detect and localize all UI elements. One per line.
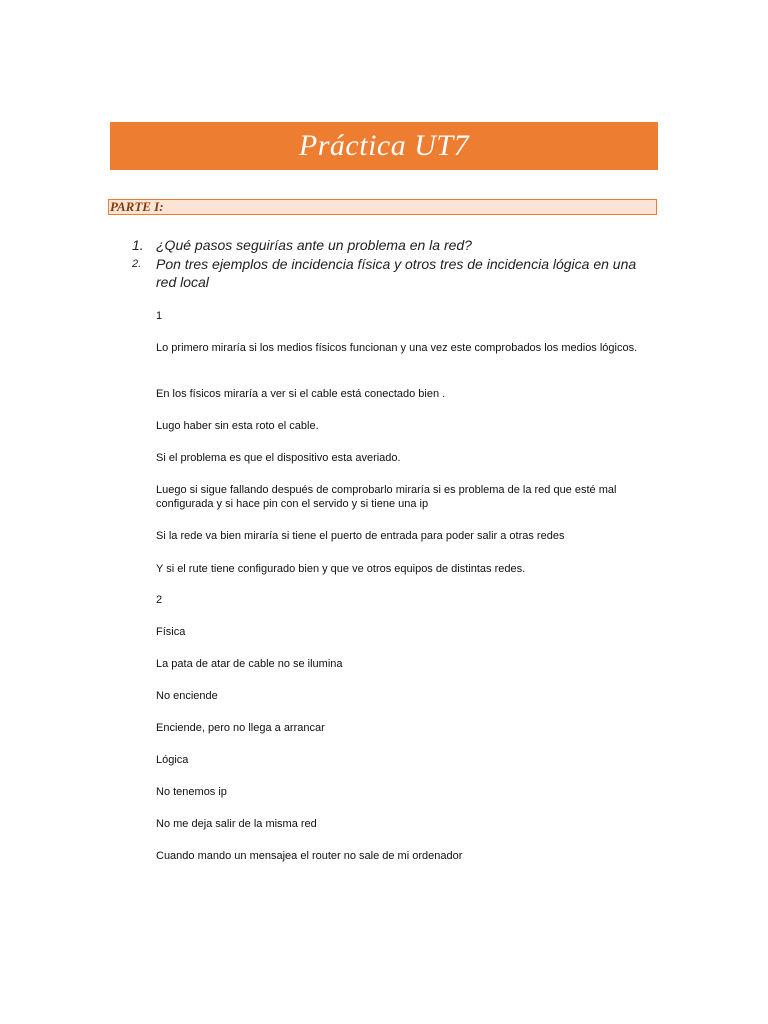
answer-paragraph: Si el problema es que el dispositivo esta averiado. xyxy=(156,452,401,464)
answer-heading-1: 1 xyxy=(156,310,163,322)
fisica-label: Física xyxy=(156,626,186,638)
answer-heading-2: 2 xyxy=(156,594,163,606)
document-title: Práctica UT7 xyxy=(298,129,470,162)
answer-paragraph: Lo primero miraría si los medios físicos funcionan y una vez este comprobados los medios lógicos. xyxy=(156,342,638,354)
fisica-item: Enciende, pero no llega a arrancar xyxy=(156,722,325,734)
question-text: Pon tres ejemplos de incidencia física y otros tres de incidencia lógica en una red local xyxy=(156,256,637,290)
question-text: ¿Qué pasos seguirías ante un problema en la red? xyxy=(156,237,472,253)
answer-paragraph: Lugo haber sin esta roto el cable. xyxy=(156,420,319,432)
question-item xyxy=(132,255,652,291)
answer-paragraph: En los físicos miraría a ver si el cable está conectado bien . xyxy=(156,388,446,400)
fisica-item: La pata de atar de cable no se ilumina xyxy=(156,658,343,670)
answer-paragraph: Y si el rute tiene configurado bien y que ve otros equipos de distintas redes. xyxy=(156,563,526,575)
logica-item: Cuando mando un mensajea el router no sale de mi ordenador xyxy=(156,850,463,862)
question-number: 1. xyxy=(132,237,144,253)
question-number: 2. xyxy=(132,258,142,270)
answer-paragraph: Luego si sigue fallando después de comprobarlo miraría si es problema de la red que esté mal configurada y si hace pin con el servido y si tiene una ip xyxy=(156,484,617,510)
section-header xyxy=(108,199,657,215)
section-label: PARTE I: xyxy=(110,199,164,214)
logica-item: No me deja salir de la misma red xyxy=(156,818,317,830)
logica-label: Lógica xyxy=(156,754,189,766)
answer-paragraph: Si la rede va bien miraría si tiene el puerto de entrada para poder salir a otras redes xyxy=(156,530,565,542)
title-banner xyxy=(110,122,658,170)
logica-item: No tenemos ip xyxy=(156,786,227,798)
question-item xyxy=(132,236,652,254)
fisica-item: No enciende xyxy=(156,690,218,702)
question-list xyxy=(132,236,652,292)
